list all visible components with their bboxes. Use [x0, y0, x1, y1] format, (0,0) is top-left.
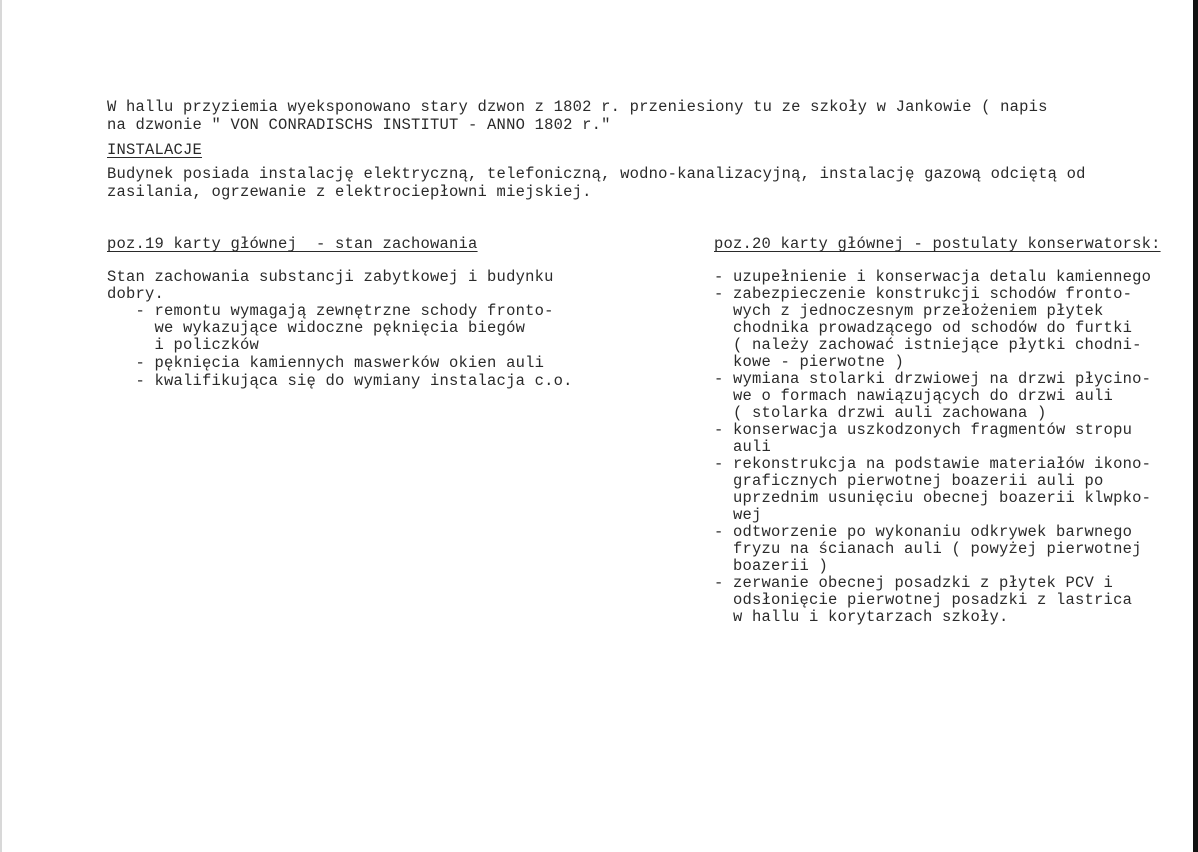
intro-line-1: W hallu przyziemia wyeksponowano stary dzwon z 1802 r. przeniesiony tu ze szkoły w Jankowie ( napis: [107, 98, 1048, 116]
intro-line-2: na dzwonie " VON CONRADISCHS INSTITUT - ANNO 1802 r.": [107, 116, 611, 134]
page-right-edge: [1193, 0, 1198, 852]
right-line: - uzupełnienie i konserwacja detalu kamiennego: [714, 268, 1152, 286]
left-line: i policzków: [107, 336, 260, 354]
left-line: Stan zachowania substancji zabytkowej i budynku: [107, 268, 554, 286]
right-line: ( należy zachować istniejące płytki chodni-: [714, 336, 1142, 354]
right-line: - wymiana stolarki drzwiowej na drzwi płycino-: [714, 370, 1152, 388]
left-line: - kwalifikująca się do wymiany instalacja c.o.: [107, 372, 573, 390]
right-line: - zerwanie obecnej posadzki z płytek PCV i: [714, 574, 1114, 592]
right-line: - odtworzenie po wykonaniu odkrywek barwnego: [714, 523, 1133, 541]
right-column-heading: poz.20 karty głównej - postulaty konserwatorsk:: [714, 235, 1161, 253]
right-line: uprzednim usunięciu obecnej boazerii klwpko-: [714, 489, 1152, 507]
right-line: odsłonięcie pierwotnej posadzki z lastrica: [714, 591, 1133, 609]
right-line: w hallu i korytarzach szkoły.: [714, 608, 1009, 626]
right-line: kowe - pierwotne ): [714, 353, 905, 371]
right-line: wych z jednoczesnym przełożeniem płytek: [714, 302, 1104, 320]
left-line: dobry.: [107, 285, 165, 303]
instalacje-line-1: Budynek posiada instalację elektryczną, telefoniczną, wodno-kanalizacyjną, instalację gazową odciętą od: [107, 165, 1086, 183]
left-line: - remontu wymagają zewnętrzne schody fronto-: [107, 302, 554, 320]
left-line: - pęknięcia kamiennych maswerków okien auli: [107, 354, 545, 372]
left-line: we wykazujące widoczne pęknięcia biegów: [107, 319, 526, 337]
instalacje-line-2: zasilania, ogrzewanie z elektrociepłowni miejskiej.: [107, 183, 592, 201]
page-left-edge: [0, 0, 2, 852]
left-column-heading: poz.19 karty głównej - stan zachowania: [107, 235, 478, 253]
instalacje-heading: INSTALACJE: [107, 141, 203, 159]
right-line: graficznych pierwotnej boazerii auli po: [714, 472, 1104, 490]
right-line: chodnika prowadzącego od schodów do furtki: [714, 319, 1133, 337]
right-line: ( stolarka drzwi auli zachowana ): [714, 404, 1047, 422]
right-line: wej: [714, 506, 762, 524]
right-line: - konserwacja uszkodzonych fragmentów stropu: [714, 421, 1133, 439]
right-line: we o formach nawiązujących do drzwi auli: [714, 387, 1114, 405]
right-line: boazerii ): [714, 557, 829, 575]
right-line: fryzu na ścianach auli ( powyżej pierwotnej: [714, 540, 1142, 558]
right-line: auli: [714, 438, 772, 456]
right-line: - rekonstrukcja na podstawie materiałów ikono-: [714, 455, 1152, 473]
right-line: - zabezpieczenie konstrukcji schodów fronto-: [714, 285, 1133, 303]
